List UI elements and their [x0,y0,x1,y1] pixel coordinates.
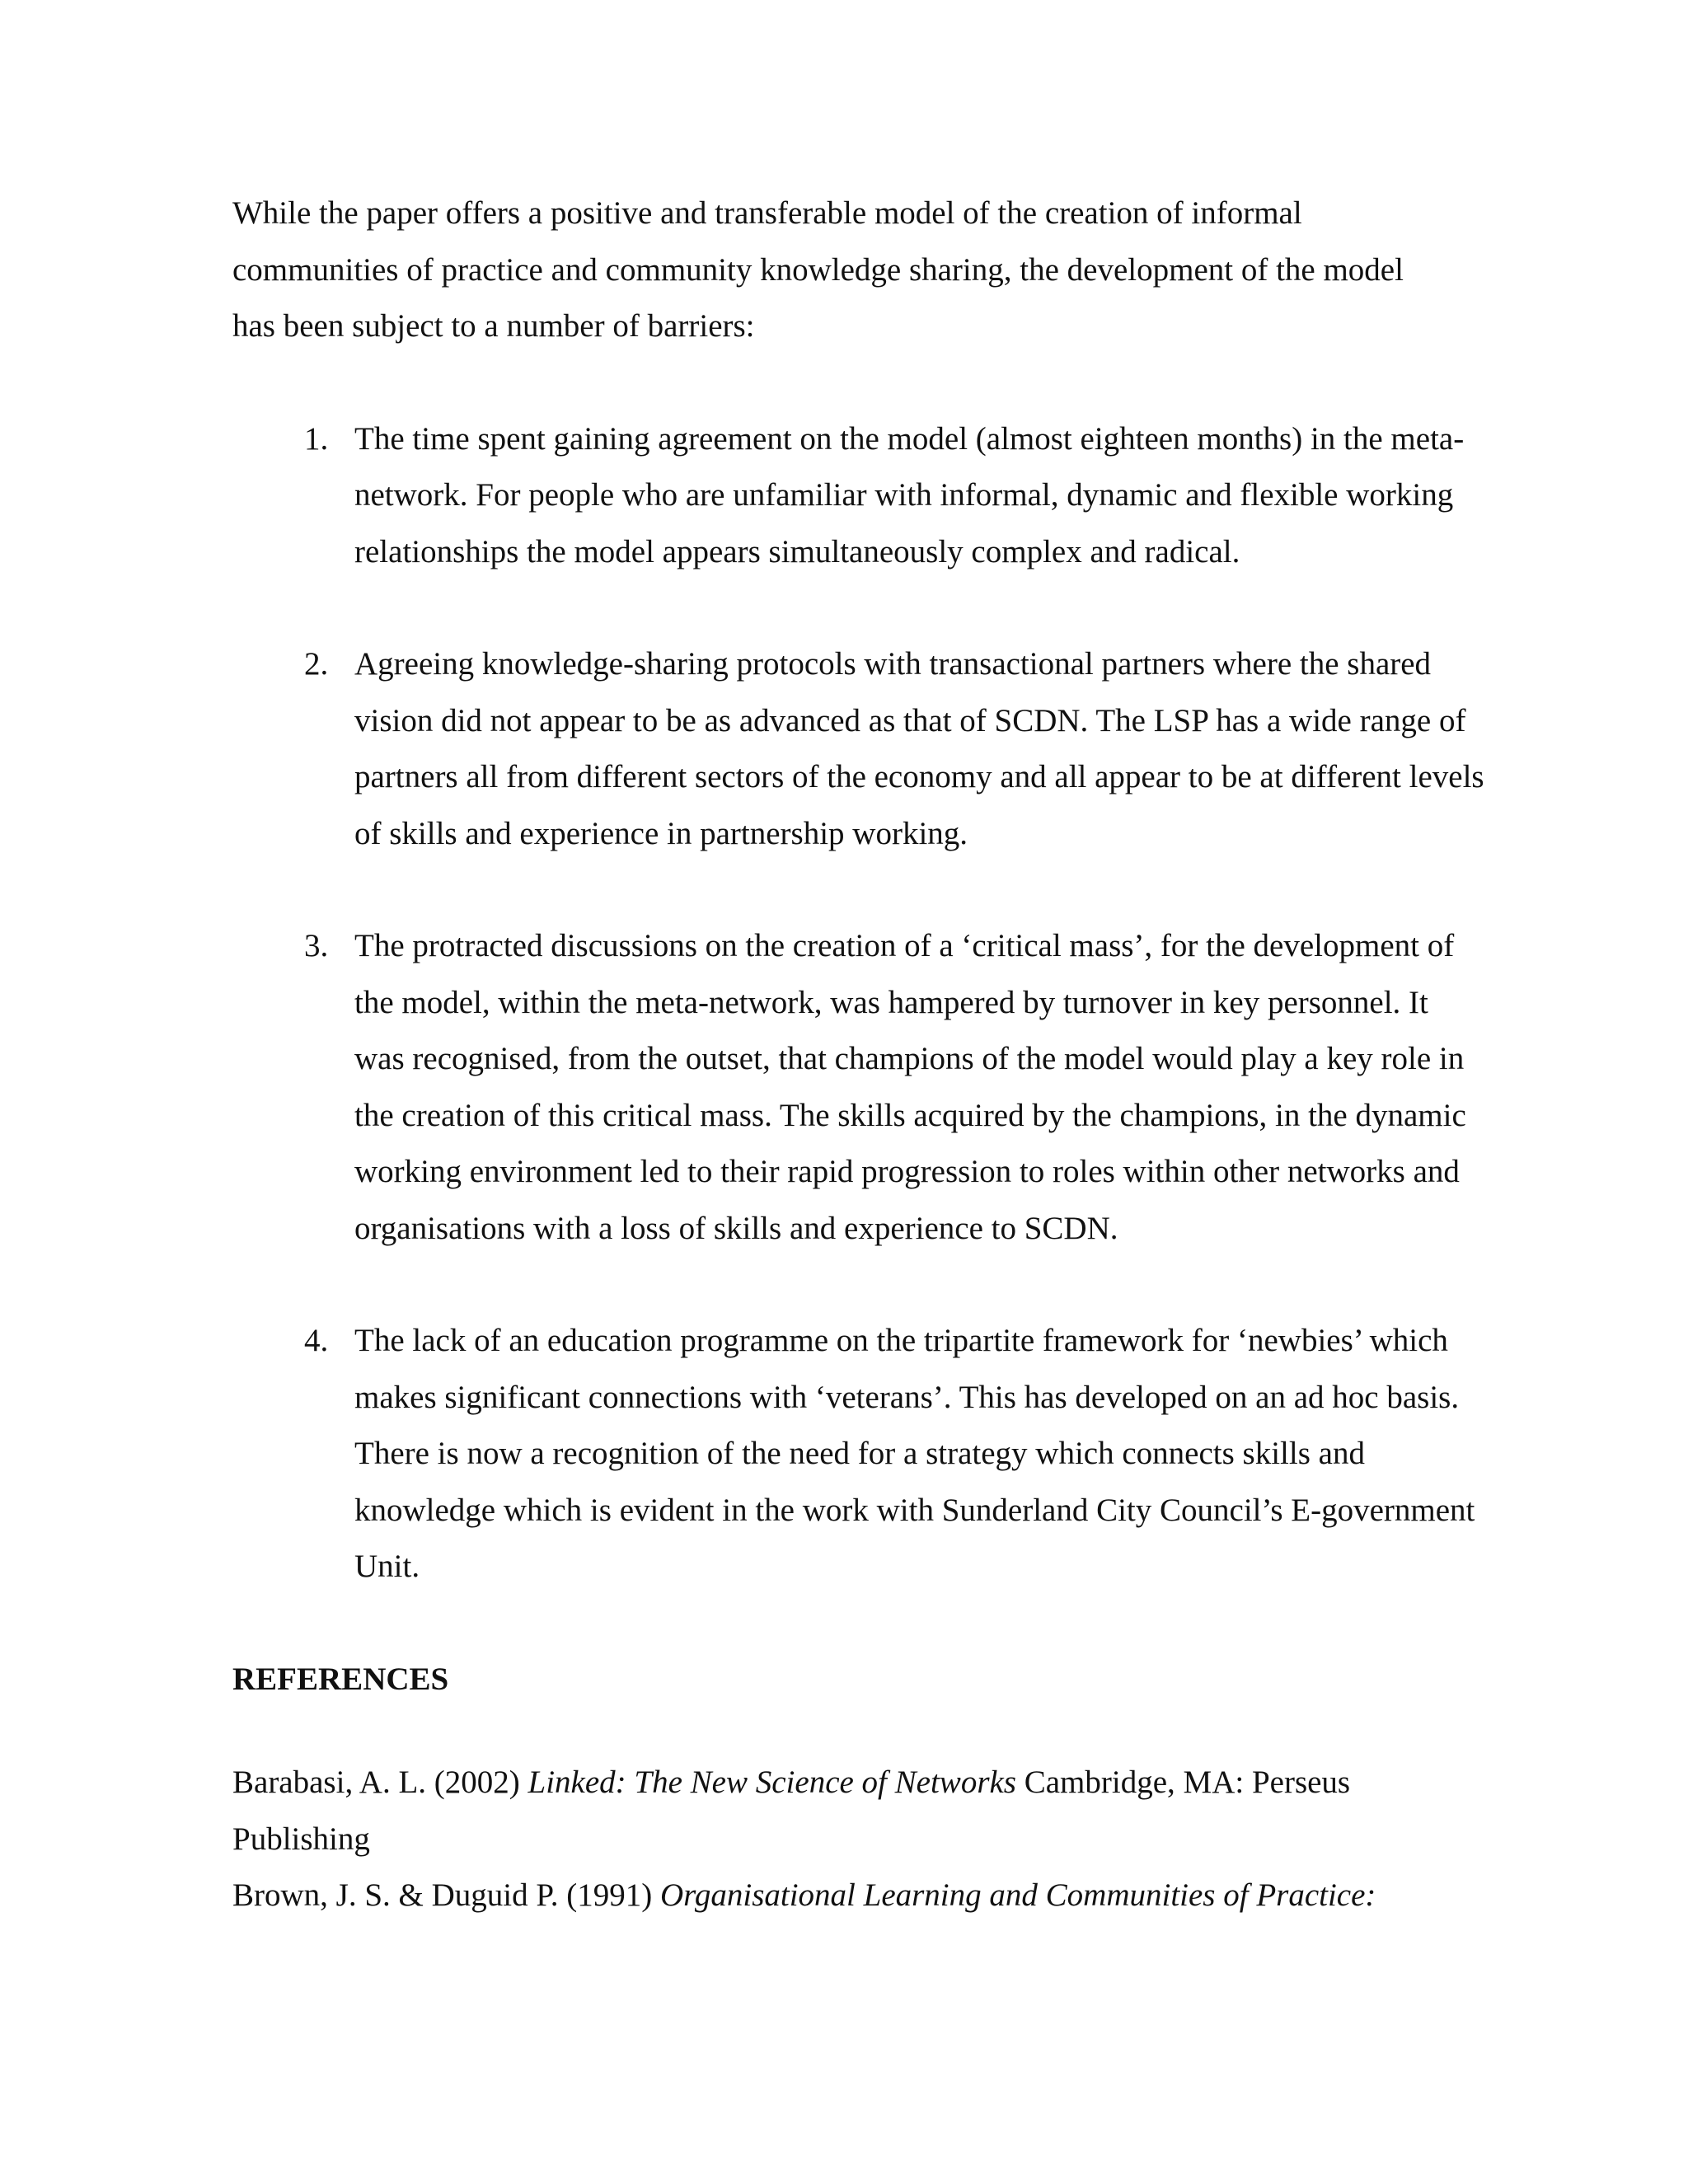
reference-publisher: Cambridge, MA: Perseus Publishing [232,1765,1351,1857]
list-item-number: 2. [304,646,329,682]
reference-entry [232,1755,1452,1868]
references-list [232,1755,1485,1924]
reference-title: Linked: The New Science of Networks [528,1765,1016,1800]
list-item [232,1313,1485,1596]
list-item-text: The time spent gaining agreement on the model (almost eighteen months) in the meta-network. For people who are unfamiliar with informal, dynamic and flexible working relationships the model appears simultaneously complex and radical. [354,420,1465,569]
list-item-text: The lack of an education programme on the tripartite framework for ‘newbies’ which makes significant connections with ‘veterans’. This has developed on an ad hoc basis. There is now a recognition of the need for a strategy which connects skills and knowledge which is evident in the work with Sunderland City Council’s E-government Unit. [354,1323,1475,1584]
reference-entry [232,1868,1452,1924]
reference-title: Organisational Learning and Communities of Practice: [659,1877,1376,1913]
intro-paragraph: While the paper offers a positive and transferable model of the creation of informal communities of practice and community knowledge sharing, the development of the model has been subject to a number of barriers: [232,195,1404,344]
reference-authors: Barabasi, A. L. (2002) [232,1765,528,1800]
list-item-text: Agreeing knowledge-sharing protocols with transactional partners where the shared vision did not appear to be as advanced as that of SCDN. The LSP has a wide range of partners all from different sectors of the economy and all appear to be at different levels of skills and experience in partnership working. [354,646,1484,851]
reference-authors: Brown, J. S. & Duguid P. (1991) [232,1877,660,1913]
document-page [232,185,1485,1924]
list-item-number: 1. [304,420,329,457]
list-item-text: The protracted discussions on the creation of a ‘critical mass’, for the development of the model, within the meta-network, was hampered by turnover in key personnel. It was recognised, from the outset, that champions of the model would play a key role in the creation of this critical mass. The skills acquired by the champions, in the dynamic working environment led to their rapid progression to roles within other networks and organisations with a loss of skills and experience to SCDN. [354,928,1466,1246]
list-item [232,636,1485,862]
references-heading: REFERENCES [232,1661,449,1697]
barriers-list [232,411,1485,1596]
list-item-number: 4. [304,1323,329,1358]
list-item-number: 3. [304,928,329,963]
list-item [232,411,1485,581]
list-item [232,918,1485,1257]
